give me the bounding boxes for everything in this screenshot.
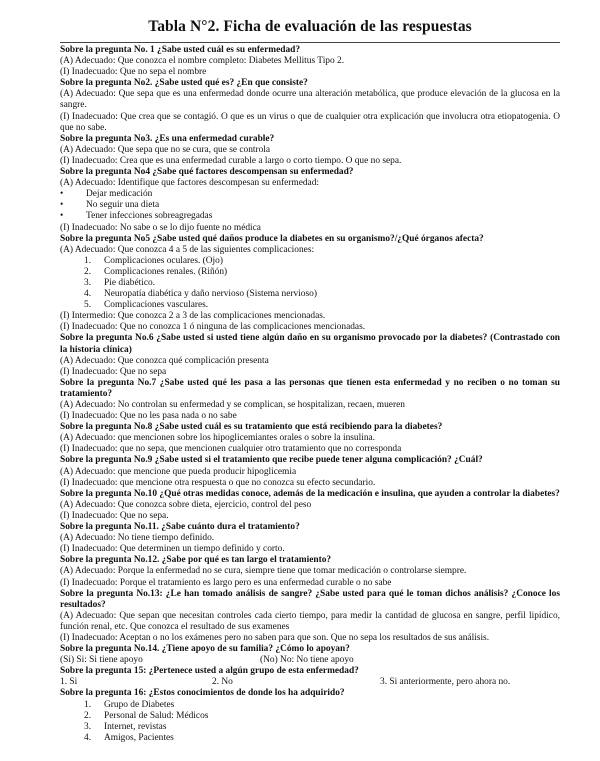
list-item: 3. Pie diabético. [84,277,156,288]
answer-11-inadequate: (I) Inadecuado: Que determinen un tiempo definido y corto. [60,544,285,555]
question-9: Sobre la pregunta No.9 ¿Sabe usted si el tratamiento que recibe puede tener alguna complicación? ¿Cuál? [60,455,483,466]
list-item: 2. Complicaciones renales. (Riñón) [84,266,228,277]
answer-7-inadequate: (I) Inadecuado: Que no les pasa nada o no sabe [60,411,237,422]
list-item: 4. Amigos, Pacientes [84,732,174,743]
bullet-icon: • [60,200,64,211]
evaluation-content [60,45,560,744]
question-6: Sobre la pregunta No.6 ¿Sabe usted si usted tiene algún daño en su organismo provocado por la diabetes? (Contrastado con la historia clínica) [60,333,560,355]
answer-15-option-1: 1. Si [60,677,78,688]
title-divider [60,42,560,43]
answer-12-adequate: (A) Adecuado: Porque la enfermedad no se cura, siempre tiene que tomar medicación o controlarse siempre. [60,566,467,577]
answer-4-adequate: (A) Adecuado: Identifique que factores descompesan su enfermedad: [60,178,320,189]
answer-15-option-2: 2. No [212,677,233,688]
answer-12-inadequate: (I) Inadecuado: Porque el tratamiento es largo pero es una enfermedad curable o no sabe [60,577,392,588]
question-4: Sobre la pregunta No4 ¿Sabe qué factores descompensan su enfermedad? [60,167,354,178]
answer-14-no: (No) No: No tiene apoyo [260,655,354,666]
bullet-icon: • [60,189,64,200]
answer-5-adequate: (A) Adecuado: Que conozca 4 a 5 de las siguientes complicaciones: [60,244,315,255]
question-2: Sobre la pregunta No2. ¿Sabe usted qué es? ¿En que consiste? [60,78,308,89]
answer-10-adequate: (A) Adecuado: Que conozca sobre dieta, ejercicio, control del peso [60,499,312,510]
question-16: Sobre la pregunta 16: ¿Estos conocimientos de donde los ha adquirido? [60,688,345,699]
question-7: Sobre la pregunta No.7 ¿Sabe usted qué les pasa a las personas que tienen esta enfermedad y no reciben o no toman su tratamiento? [60,377,560,399]
answer-3-inadequate: (I) Inadecuado: Crea que es una enfermedad curable a largo o corto tiempo. O que no sepa. [60,155,402,166]
answer-8-adequate: (A) Adecuado: que mencionen sobre los hipoglicemiantes orales o sobre la insulina. [60,433,376,444]
question-1: Sobre la pregunta No. 1 ¿Sabe usted cuál es su enfermedad? [60,45,301,55]
answer-6-inadequate: (I) Inadecuado: Que no sepa [60,366,167,377]
list-item: • Dejar medicación [60,189,153,200]
question-3: Sobre la pregunta No3. ¿Es una enfermedad curable? [60,133,275,144]
answer-1-adequate: (A) Adecuado: Que conozca el nombre completo: Diabetes Mellitus Tipo 2. [60,56,345,67]
list-item: 5. Complicaciones vasculares. [84,300,209,311]
question-8: Sobre la pregunta No.8 ¿Sabe usted cuál es su tratamiento que está recibiendo para la diabetes? [60,422,443,433]
answer-13-inadequate: (I) Inadecuado: Aceptan o no los exámenes pero no saben para que son. Que no sepa los resultados de sus análisis. [60,632,490,643]
page-title: Tabla N°2. Ficha de evaluación de las respuestas [148,18,472,35]
answer-9-adequate: (A) Adecuado: que mencione que pueda producir hipoglicemia [60,466,297,477]
answer-15-options [60,677,560,688]
answer-15-option-3: 3. Si anteriormente, pero ahora no. [380,677,511,688]
question-14: Sobre la pregunta No.14. ¿Tiene apoyo de su familia? ¿Cómo lo apoyan? [60,644,350,655]
list-item: • Tener infecciones sobreagregadas [60,211,213,222]
list-item: 3. Internet, revistas [84,721,167,732]
list-item: 4. Neuropatía diabética y daño nervioso (Sistema nervioso) [84,289,317,300]
question-13: Sobre la pregunta No.13: ¿Le han tomado análisis de sangre? ¿Sabe usted para qué le toman dichos análisis? ¿Conoce los resultados? [60,588,560,610]
question-10: Sobre la pregunta No.10 ¿Qué otras medidas conoce, además de la medicación e insulina, que ayuden a controlar la diabetes? [60,488,560,499]
question-11: Sobre la pregunta No.11. ¿Sabe cuánto dura el tratamiento? [60,522,300,533]
answer-6-adequate: (A) Adecuado: Que conozca qué complicación presenta [60,355,269,366]
question-12: Sobre la pregunta No.12. ¿Sabe por qué es tan largo el tratamiento? [60,555,332,566]
list-item: 2. Personal de Salud: Médicos [84,710,209,721]
answer-2-adequate: (A) Adecuado: Que sepa que es una enfermedad donde ocurre una alteración metabólica, que produce elevación de la glucosa en la sangre. [60,89,560,111]
answer-11-adequate: (A) Adecuado: No tiene tiempo definido. [60,533,215,544]
answer-14-options [60,655,560,666]
answer-5-inadequate: (I) Inadecuado: Que no conozca 1 ó ninguna de las complicaciones mencionadas. [60,322,366,333]
answer-5-intermediate: (I) Intermedio: Que conozca 2 a 3 de las complicaciones mencionadas. [60,311,326,322]
answer-1-inadequate: (I) Inadecuado: Que no sepa el nombre [60,67,207,78]
answer-4-inadequate: (I) Inadecuado: No sabe o se lo dijo fuente no médica [60,222,261,233]
answer-13-adequate: (A) Adecuado: Que sepan que necesitan controles cada cierto tiempo, para medir la cantidad de glucosa en sangre, perfil lipídico, función renal, etc. Que conozca el resultado de sus examenes [60,610,560,632]
answer-8-inadequate: (I) Inadecuado: que no sepa, que mencionen cualquier otro tratamiento que no corresponda [60,444,402,455]
answer-10-inadequate: (I) Inadecuado: Que no sepa. [60,510,169,521]
list-item: • No seguir una dieta [60,200,160,211]
answer-2-inadequate: (I) Inadecuado: Que crea que se contagió. O que es un virus o que de cualquier otra explicación que involucra otra etiopatogenia. O que no sabe. [60,111,560,133]
question-5: Sobre la pregunta No5 ¿Sabe usted qué daños produce la diabetes en su organismo?/¿Qué órganos afecta? [60,233,484,244]
answer-14-yes: (Si) Si: Si tiene apoyo [60,655,143,666]
list-item: 1. Grupo de Diabetes [84,699,175,710]
bullet-icon: • [60,211,64,222]
question-15: Sobre la pregunta 15: ¿Pertenece usted a algún grupo de esta enfermedad? [60,666,359,677]
list-item: 1. Complicaciones oculares. (Ojo) [84,255,223,266]
answer-3-adequate: (A) Adecuado: Que sepa que no se cura, que se controla [60,144,271,155]
answer-7-adequate: (A) Adecuado: No controlan su enfermedad y se complican, se hospitalizan, recaen, mueren [60,400,405,410]
answer-9-inadequate: (I) Inadecuado: que mencione otra respuesta o que no conozca su efecto secundario. [60,477,376,488]
